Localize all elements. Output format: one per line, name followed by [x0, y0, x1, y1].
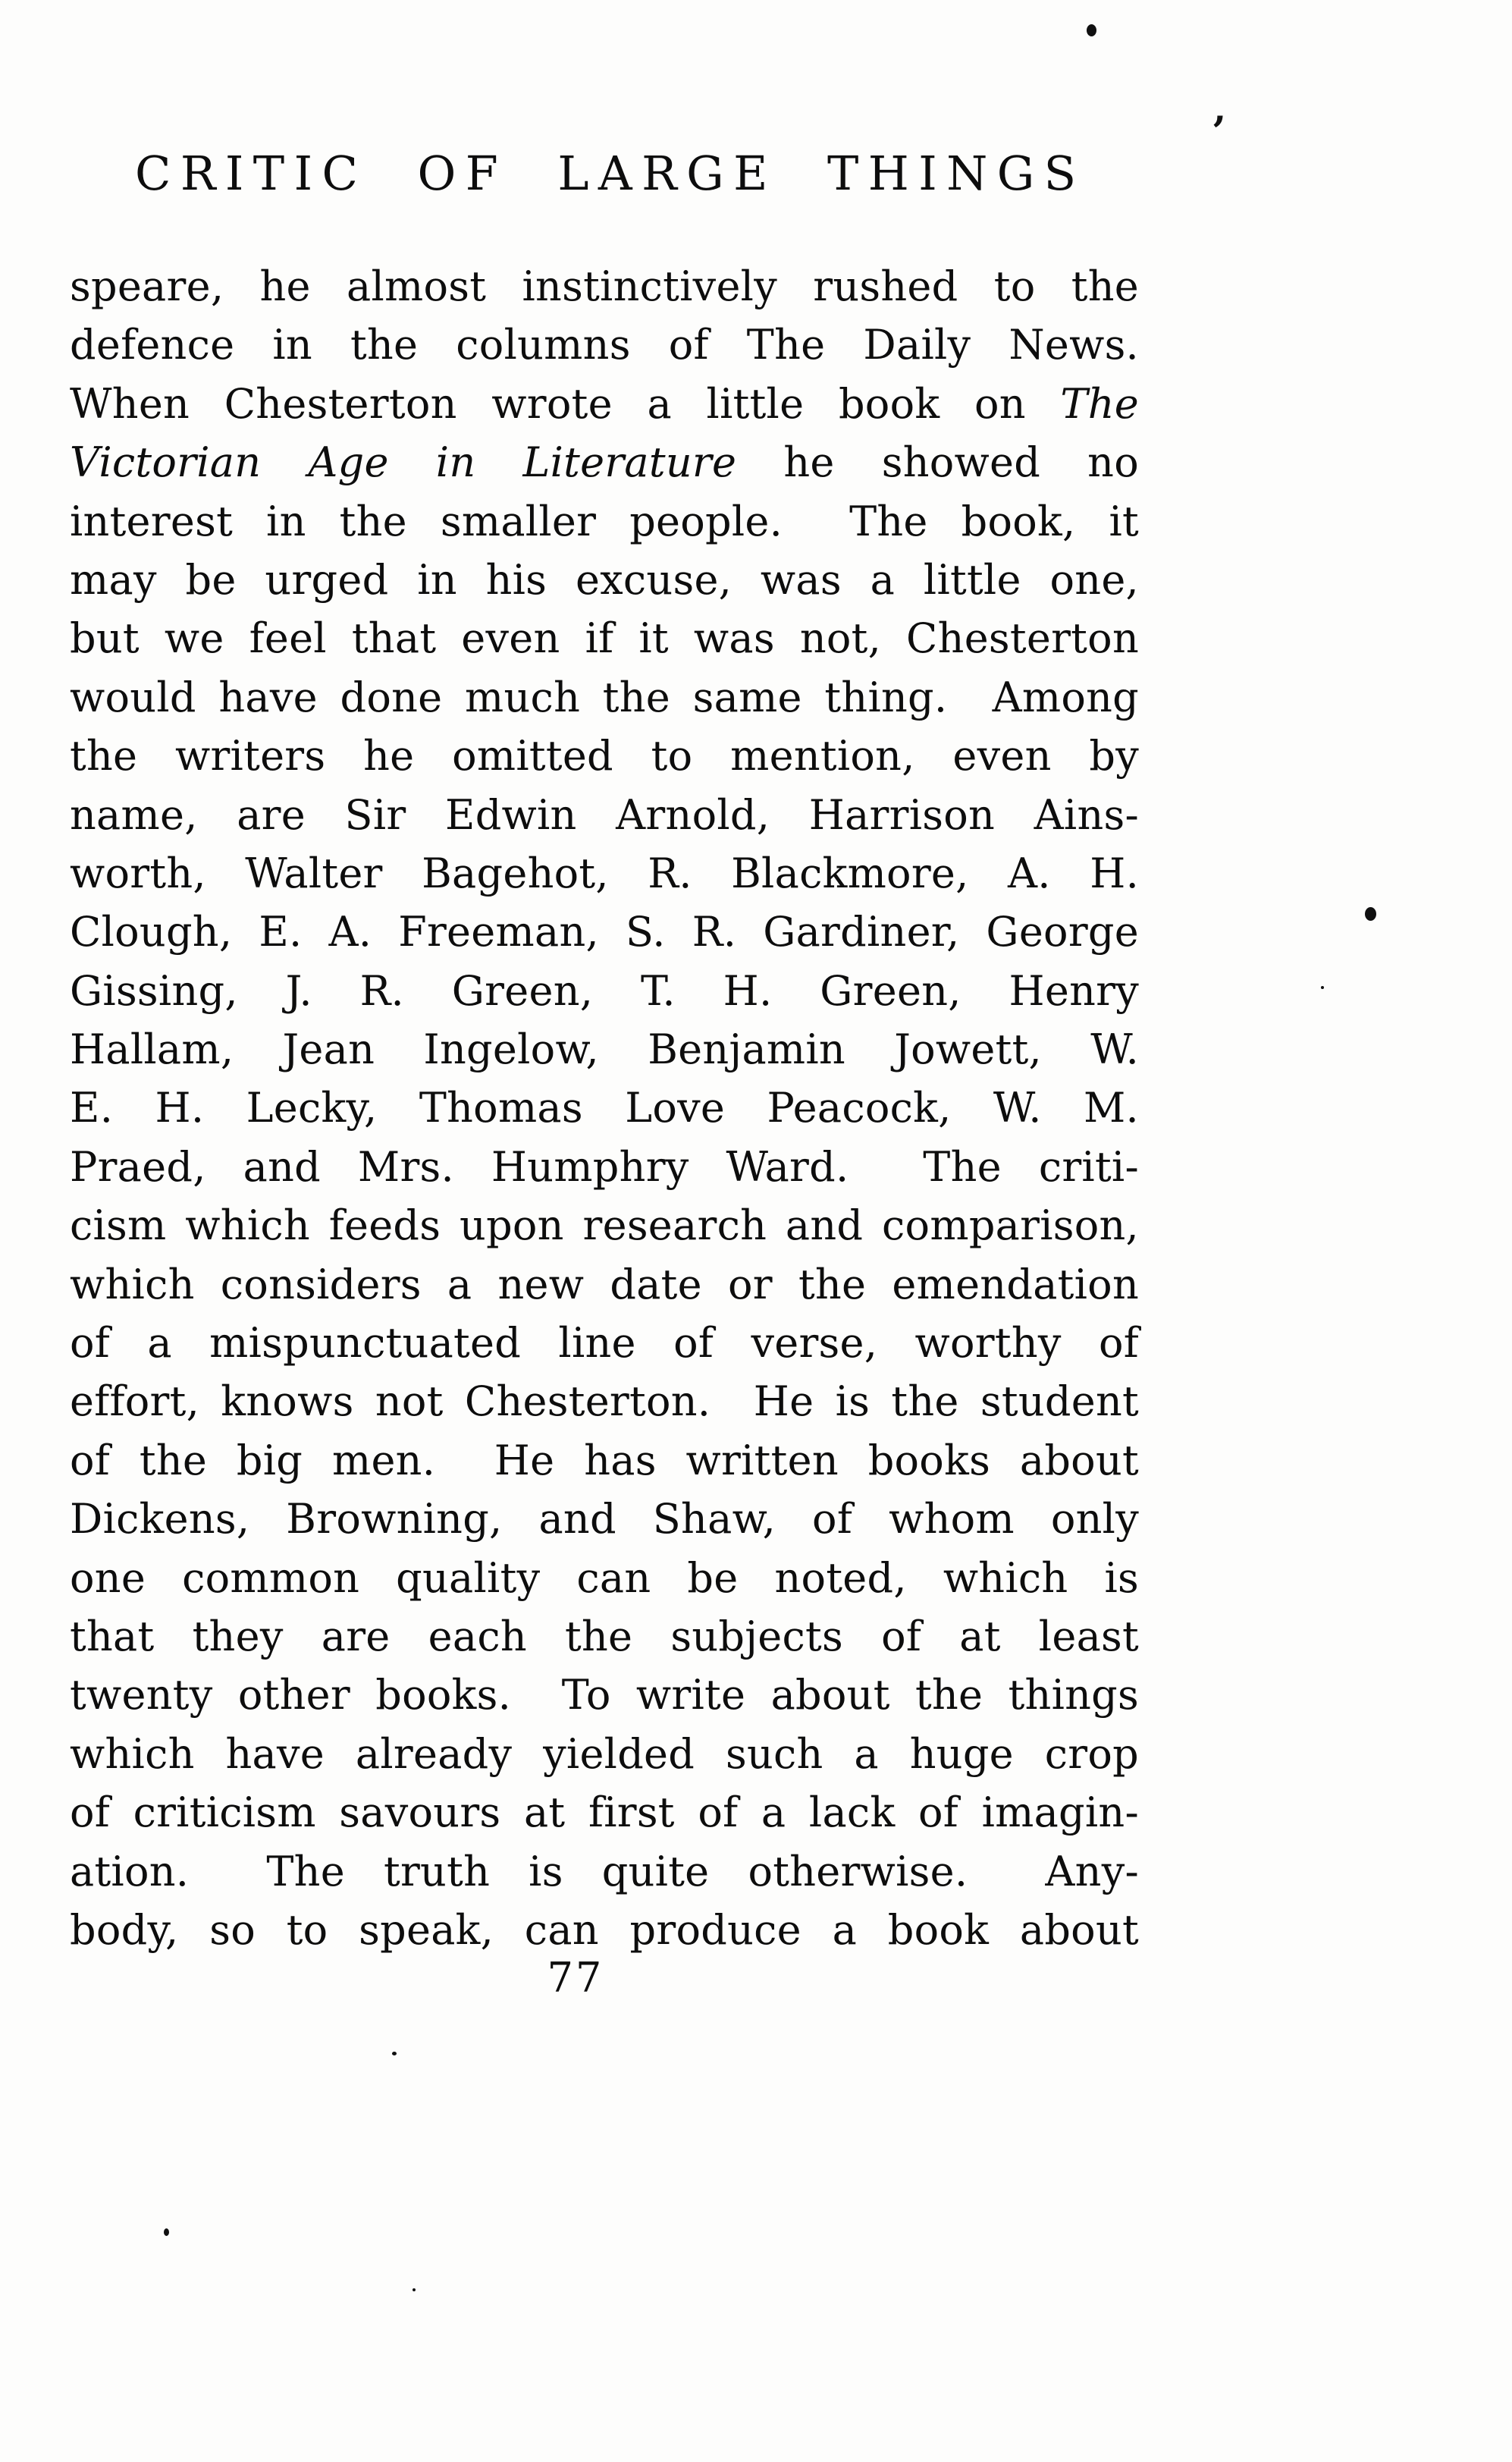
- text-line: [70, 609, 1139, 667]
- ink-mark: ’: [1212, 107, 1226, 155]
- text-line: [70, 1372, 1139, 1430]
- text-segment: Gissing, J. R. Green, T. H. Green, Henry: [70, 966, 1139, 1015]
- text-line: [70, 316, 1139, 374]
- italic-segment: The: [1060, 379, 1139, 428]
- ink-speck: [392, 2052, 397, 2055]
- text-segment: Praed, and Mrs. Humphry Ward. The criti-: [70, 1142, 1139, 1191]
- text-line: [70, 375, 1139, 433]
- text-line: [70, 551, 1139, 609]
- text-segment: cism which feeds upon research and comparison,: [70, 1201, 1139, 1250]
- running-head-title: CRITIC OF LARGE THINGS: [135, 146, 1086, 201]
- text-segment: that they are each the subjects of at least: [70, 1612, 1139, 1660]
- text-segment: of a mispunctuated line of verse, worthy of: [70, 1319, 1139, 1368]
- text-line: [70, 1431, 1139, 1490]
- page-number: 77: [547, 1954, 604, 2002]
- text-segment: the writers he omitted to mention, even by: [70, 732, 1139, 780]
- text-segment: body, so to speak, can produce a book about: [70, 1905, 1139, 1954]
- text-segment: interest in the smaller people. The book, it: [70, 497, 1139, 545]
- text-line: [70, 668, 1139, 727]
- text-segment: which considers a new date or the emendation: [70, 1260, 1139, 1308]
- text-segment: of criticism savours at first of a lack of imagin-: [70, 1788, 1139, 1837]
- text-line: [70, 1196, 1139, 1255]
- text-line: [70, 492, 1139, 551]
- text-segment: When Chesterton wrote a little book on: [70, 379, 1061, 428]
- text-line: [70, 1549, 1139, 1607]
- text-line: [70, 1607, 1139, 1666]
- text-segment: one common quality can be noted, which is: [70, 1553, 1139, 1602]
- text-segment: may be urged in his excuse, was a little one,: [70, 555, 1139, 604]
- text-segment: Hallam, Jean Ingelow, Benjamin Jowett, W.: [70, 1025, 1139, 1074]
- ink-speck: [413, 2288, 416, 2291]
- text-line: [70, 1255, 1139, 1314]
- text-line: [70, 1314, 1139, 1372]
- text-line: [70, 257, 1139, 316]
- text-segment: but we feel that even if it was not, Chesterton: [70, 614, 1139, 663]
- text-segment: worth, Walter Bagehot, R. Blackmore, A. H.: [70, 849, 1139, 897]
- text-segment: name, are Sir Edwin Arnold, Harrison Ains-: [70, 790, 1139, 839]
- text-line: [70, 786, 1139, 844]
- text-line: [70, 1490, 1139, 1548]
- text-line: [70, 1842, 1139, 1901]
- text-line: [70, 1020, 1139, 1079]
- text-line: [70, 1725, 1139, 1783]
- text-segment: Clough, E. A. Freeman, S. R. Gardiner, George: [70, 908, 1139, 956]
- text-segment: he showed no: [736, 438, 1140, 487]
- text-line: [70, 844, 1139, 903]
- text-segment: twenty other books. To write about the things: [70, 1671, 1139, 1719]
- text-line: [70, 903, 1139, 961]
- text-line: [70, 1138, 1139, 1196]
- ink-speck: [1365, 907, 1376, 921]
- text-segment: Dickens, Browning, and Shaw, of whom only: [70, 1495, 1139, 1543]
- ink-speck: [1087, 24, 1096, 36]
- text-segment: defence in the columns of The Daily News.: [70, 321, 1139, 369]
- text-segment: E. H. Lecky, Thomas Love Peacock, W. M.: [70, 1084, 1139, 1132]
- text-line: [70, 962, 1139, 1020]
- text-line: [70, 433, 1139, 491]
- ink-speck: [164, 2228, 169, 2236]
- text-segment: ation. The truth is quite otherwise. Any-: [70, 1847, 1139, 1895]
- italic-segment: Victorian Age in Literature: [70, 438, 737, 487]
- text-segment: speare, he almost instinctively rushed to the: [70, 262, 1139, 310]
- text-line: [70, 727, 1139, 785]
- text-line: [70, 1666, 1139, 1724]
- text-segment: effort, knows not Chesterton. He is the student: [70, 1377, 1139, 1426]
- body-text-block: [70, 257, 1139, 1959]
- text-line: [70, 1783, 1139, 1842]
- text-segment: would have done much the same thing. Among: [70, 673, 1139, 721]
- text-segment: of the big men. He has written books about: [70, 1436, 1139, 1484]
- text-line: [70, 1901, 1139, 1959]
- ink-speck: [1321, 986, 1324, 989]
- text-segment: which have already yielded such a huge crop: [70, 1729, 1139, 1778]
- text-line: [70, 1079, 1139, 1137]
